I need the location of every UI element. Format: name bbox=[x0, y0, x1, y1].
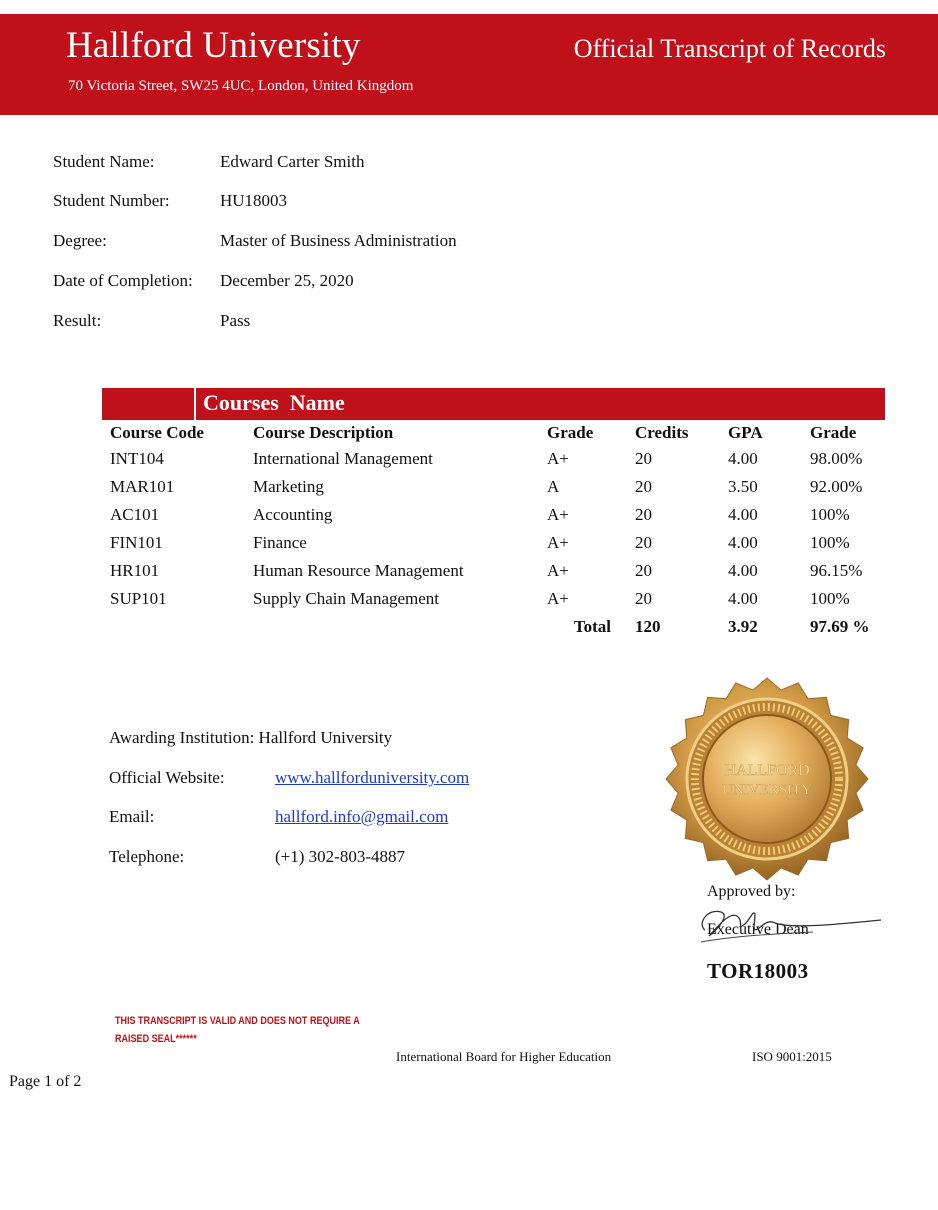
student-name-label: Student Name: bbox=[53, 152, 155, 171]
course-grade: A+ bbox=[547, 561, 569, 580]
course-grade: A+ bbox=[547, 533, 569, 552]
transcript-reference: TOR18003 bbox=[707, 959, 809, 983]
course-grade: A+ bbox=[547, 449, 569, 468]
document-title: Official Transcript of Records bbox=[573, 34, 886, 63]
course-credits: 20 bbox=[635, 449, 652, 468]
course-code: AC101 bbox=[110, 505, 160, 524]
courses-section-bar bbox=[102, 388, 885, 420]
course-code: FIN101 bbox=[110, 533, 163, 552]
course-description: Supply Chain Management bbox=[253, 589, 440, 608]
student-number-label: Student Number: bbox=[53, 191, 170, 210]
course-description: Human Resource Management bbox=[253, 561, 464, 580]
iso-label: ISO 9001:2015 bbox=[752, 1049, 832, 1064]
approved-by-label: Approved by: bbox=[707, 883, 796, 900]
col-grade-percent: Grade bbox=[810, 423, 857, 442]
email-link[interactable]: hallford.info@gmail.com bbox=[275, 807, 449, 826]
page-number: Page 1 of 2 bbox=[9, 1073, 82, 1090]
course-percent: 92.00% bbox=[810, 477, 863, 496]
website-label: Official Website: bbox=[109, 768, 225, 787]
telephone-value: (+1) 302-803-4887 bbox=[275, 847, 405, 866]
result-value: Pass bbox=[220, 311, 251, 330]
course-percent: 100% bbox=[810, 589, 850, 608]
course-credits: 20 bbox=[635, 505, 652, 524]
degree-value: Master of Business Administration bbox=[220, 231, 457, 250]
total-label: Total bbox=[573, 617, 611, 636]
table-row bbox=[102, 501, 885, 529]
courses-header-row bbox=[102, 421, 885, 445]
executive-dean-label: Executive Dean bbox=[707, 921, 809, 938]
seal-text-line1: HALLFORD bbox=[724, 762, 810, 779]
telephone-label: Telephone: bbox=[109, 847, 185, 866]
awarding-institution-text bbox=[109, 728, 392, 748]
student-number-value: HU18003 bbox=[220, 191, 288, 210]
course-percent: 98.00% bbox=[810, 449, 863, 468]
course-gpa: 4.00 bbox=[728, 533, 758, 552]
table-row bbox=[102, 445, 885, 473]
completion-label: Date of Completion: bbox=[53, 271, 193, 290]
course-code: HR101 bbox=[110, 561, 160, 580]
col-credits: Credits bbox=[635, 423, 689, 442]
course-credits: 20 bbox=[635, 477, 652, 496]
total-row bbox=[102, 613, 885, 641]
header-banner bbox=[0, 14, 938, 115]
course-code: SUP101 bbox=[110, 589, 167, 608]
course-code: MAR101 bbox=[110, 477, 175, 496]
course-description: Marketing bbox=[253, 477, 324, 496]
email-label: Email: bbox=[109, 807, 155, 826]
course-grade: A bbox=[547, 477, 560, 496]
awarding-label: Awarding Institution: bbox=[109, 728, 255, 747]
course-credits: 20 bbox=[635, 589, 652, 608]
courses-bar-divider bbox=[194, 388, 196, 420]
validity-note: THIS TRANSCRIPT IS VALID AND DOES NOT REQUIRE A RAISED SEAL****** bbox=[115, 1015, 360, 1045]
degree-label: Degree: bbox=[53, 231, 107, 250]
course-percent: 96.15% bbox=[810, 561, 863, 580]
course-description: Accounting bbox=[253, 505, 333, 524]
course-description: Finance bbox=[253, 533, 307, 552]
total-gpa: 3.92 bbox=[728, 617, 758, 636]
course-grade: A+ bbox=[547, 589, 569, 608]
total-credits: 120 bbox=[635, 617, 661, 636]
course-code: INT104 bbox=[110, 449, 164, 468]
course-gpa: 4.00 bbox=[728, 589, 758, 608]
awarding-value: Hallford University bbox=[258, 728, 393, 747]
board-label: International Board for Higher Education bbox=[396, 1049, 612, 1064]
courses-table bbox=[102, 421, 885, 641]
col-course-description: Course Description bbox=[253, 423, 394, 442]
course-gpa: 4.00 bbox=[728, 449, 758, 468]
course-percent: 100% bbox=[810, 533, 850, 552]
university-name: Hallford University bbox=[66, 25, 361, 66]
table-row bbox=[102, 557, 885, 585]
course-percent: 100% bbox=[810, 505, 850, 524]
result-label: Result: bbox=[53, 311, 102, 330]
university-address: 70 Victoria Street, SW25 4UC, London, United Kingdom bbox=[68, 78, 414, 94]
table-row bbox=[102, 473, 885, 501]
student-name-value: Edward Carter Smith bbox=[220, 152, 365, 171]
course-gpa: 3.50 bbox=[728, 477, 758, 496]
col-grade-letter: Grade bbox=[547, 423, 594, 442]
seal-text-line2: UNIVERSITY bbox=[722, 782, 812, 798]
col-gpa: GPA bbox=[728, 423, 763, 442]
website-link[interactable]: www.hallforduniversity.com bbox=[275, 768, 470, 787]
table-row bbox=[102, 529, 885, 557]
dean-signature-icon bbox=[693, 890, 883, 948]
university-seal-icon bbox=[665, 675, 869, 883]
table-row bbox=[102, 585, 885, 613]
course-gpa: 4.00 bbox=[728, 561, 758, 580]
completion-value: December 25, 2020 bbox=[220, 271, 354, 290]
course-credits: 20 bbox=[635, 533, 652, 552]
col-course-code: Course Code bbox=[110, 423, 204, 442]
course-credits: 20 bbox=[635, 561, 652, 580]
total-percent: 97.69 % bbox=[810, 617, 870, 636]
course-description: International Management bbox=[253, 449, 433, 468]
course-gpa: 4.00 bbox=[728, 505, 758, 524]
course-grade: A+ bbox=[547, 505, 569, 524]
courses-section-title: Courses Name bbox=[203, 390, 345, 415]
